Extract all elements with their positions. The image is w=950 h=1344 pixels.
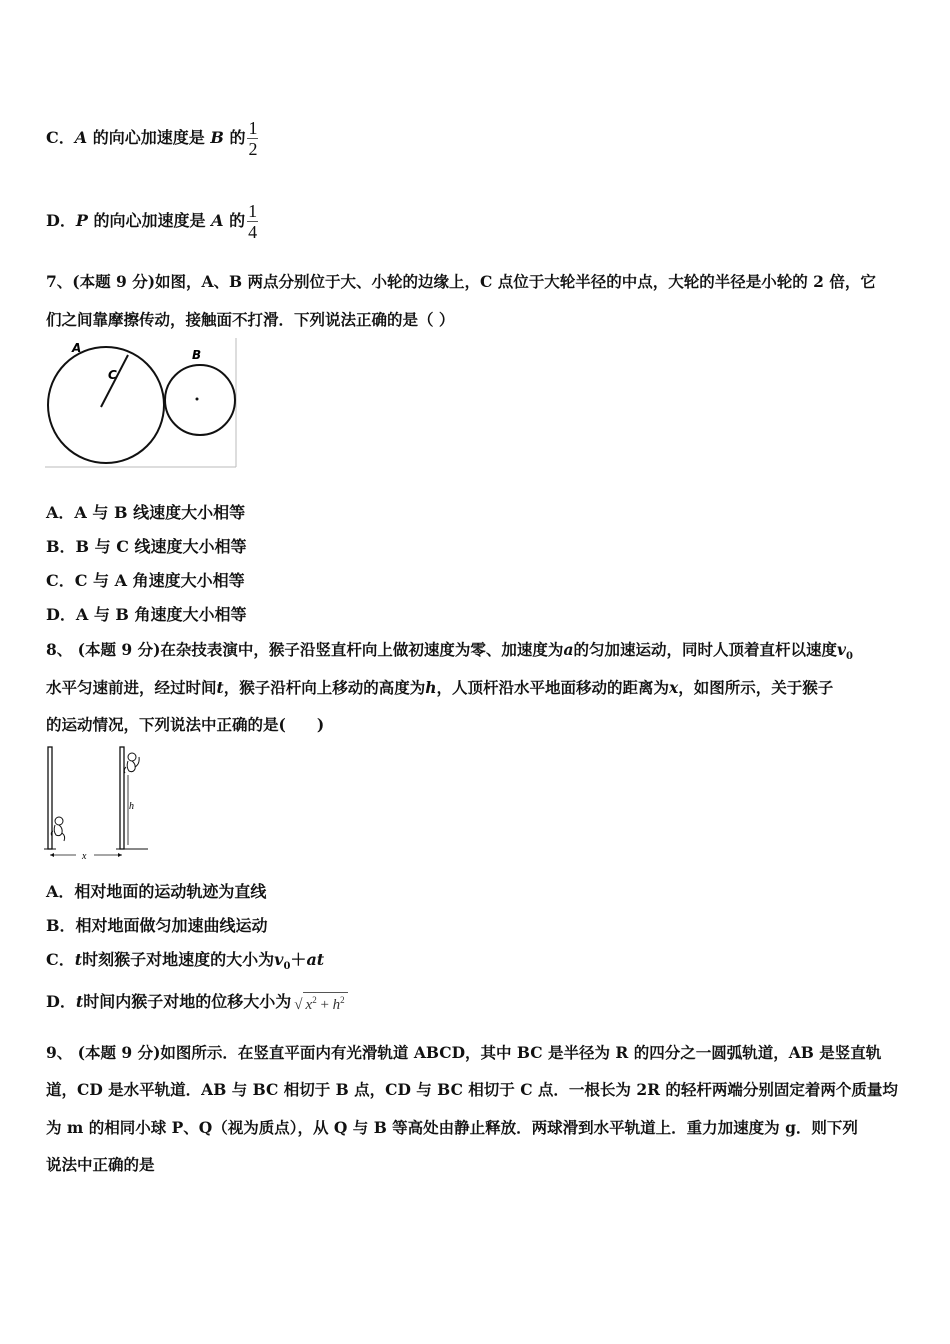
small-wheel-center (196, 398, 199, 401)
q6-option-c: C．A 的向心加速度是 B 的 $\frac{1}{2}$ (46, 118, 258, 159)
monkey-icon (124, 753, 139, 773)
fraction: $\frac{1}{2}$ (248, 118, 258, 159)
q7-wheels-figure (44, 337, 239, 469)
q9-stem-line1: 9、 (本题 9 分)如图所示．在竖直平面内有光滑轨道 ABCD，其中 BC 是半径为 R 的四分之一圆弧轨道，AB 是竖直轨 (46, 1043, 882, 1062)
q8-stem-line3: 的运动情况，下列说法中正确的是( ) (46, 715, 325, 734)
label-x: x (82, 851, 87, 862)
label-b: B (192, 348, 202, 362)
monkey-icon (51, 817, 64, 841)
q8-stem-line1: 8、 (本题 9 分)在杂技表演中，猴子沿竖直杆向上做初速度为零、加速度为a的匀加速运动，同时人顶着直杆以速度$v_0$ (46, 640, 853, 663)
q8-stem-line2: 水平匀速前进，经过时间t，猴子沿杆向上移动的高度为h，人顶杆沿水平地面移动的距离为x，如图所示，关于猴子 (46, 678, 834, 697)
q8-option-b: B．相对地面做匀加速曲线运动 (46, 916, 268, 935)
q7-stem-line1: 7、(本题 9 分)如图，A、B 两点分别位于大、小轮的边缘上，C 点位于大轮半径的中点，大轮的半径是小轮的 2 倍，它 (46, 272, 876, 291)
q7-option-a: A．A 与 B 线速度大小相等 (46, 503, 246, 522)
square-root-expression: √ $x^2 + h^2$ (294, 992, 347, 1014)
small-wheel (165, 365, 235, 435)
large-wheel (48, 347, 164, 463)
q8-monkey-pole-figure (44, 745, 154, 863)
q7-option-d: D．A 与 B 角速度大小相等 (46, 605, 247, 624)
pole-right (120, 747, 124, 849)
label-h: h (129, 801, 134, 812)
q9-stem-line3: 为 m 的相同小球 P、Q（视为质点），从 Q 与 B 等高处由静止释放．两球滑到水平轨道上．重力加速度为 g．则下列 (46, 1118, 858, 1137)
q8-option-a: A．相对地面的运动轨迹为直线 (46, 882, 267, 901)
q7-stem-line2: 们之间靠摩擦传动，接触面不打滑．下列说法正确的是（ ） (46, 310, 455, 329)
q7-option-b: B．B 与 C 线速度大小相等 (46, 537, 247, 556)
label-c: C (108, 368, 117, 382)
q9-stem-line4: 说法中正确的是 (46, 1155, 155, 1174)
q8-option-d: D．t时间内猴子对地的位移大小为 √ $x^2 + h^2$ (46, 989, 348, 1014)
q9-stem-line2: 道，CD 是水平轨道．AB 与 BC 相切于 B 点，CD 与 BC 相切于 C 点．一根长为 2R 的轻杆两端分别固定着两个质量均 (46, 1080, 898, 1099)
q6-option-d: D．P 的向心加速度是 A 的 $\frac{1}{4}$ (46, 201, 258, 242)
q7-option-c: C．C 与 A 角速度大小相等 (46, 571, 245, 590)
q8-option-c: C．t时刻猴子对地速度的大小为$v_0+at$ (46, 950, 325, 973)
label-a: A (72, 341, 82, 355)
fraction: $\frac{1}{4}$ (248, 201, 258, 242)
